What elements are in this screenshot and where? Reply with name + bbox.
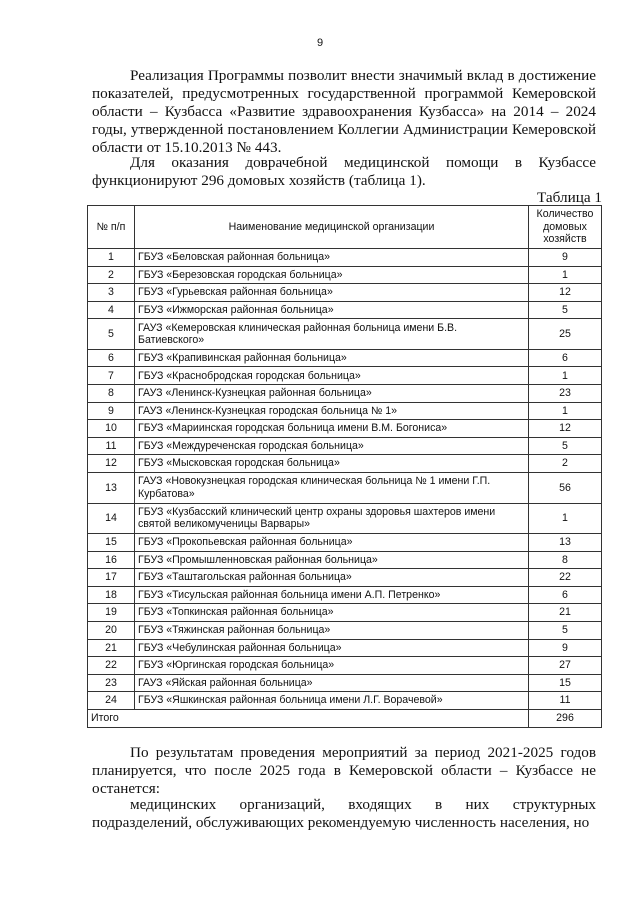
organization-name: ГБУЗ «Топкинская районная больница» — [135, 604, 529, 622]
header-organization: Наименование медицинской организации — [135, 206, 529, 249]
table-caption: Таблица 1 — [537, 189, 602, 206]
table-row — [88, 586, 602, 604]
row-number: 24 — [88, 692, 135, 710]
header-number: № п/п — [88, 206, 135, 249]
table-row — [88, 402, 602, 420]
organization-name: ГБУЗ «Кузбасский клинический центр охраны здоровья шахтеров имени святой великомученицы Варвары» — [135, 503, 529, 534]
household-count: 5 — [529, 301, 602, 319]
table-row — [88, 604, 602, 622]
row-number: 8 — [88, 385, 135, 403]
households-table — [87, 205, 602, 728]
organization-name: ГБУЗ «Тяжинская районная больница» — [135, 622, 529, 640]
table-row — [88, 674, 602, 692]
organization-name: ГАУЗ «Яйская районная больница» — [135, 674, 529, 692]
table-row — [88, 249, 602, 267]
table-row — [88, 569, 602, 587]
table-row — [88, 473, 602, 504]
table-row — [88, 622, 602, 640]
table-row — [88, 319, 602, 350]
table-row — [88, 639, 602, 657]
table-row — [88, 420, 602, 438]
table-row — [88, 455, 602, 473]
intro-paragraph: Реализация Программы позволит внести значимый вклад в достижение показателей, предусмотренных государственной программой Кемеровской области – Кузбасса «Развитие здравоохранения Кузбасса» на 2014 – 2024 годы, утвержденной постановлением Коллегии Администрации Кемеровской области от 15.10.2013 № 443. — [92, 67, 596, 156]
page-number: 9 — [316, 37, 324, 49]
organization-name: ГБУЗ «Юргинская городская больница» — [135, 657, 529, 675]
household-count: 9 — [529, 249, 602, 267]
household-count: 25 — [529, 319, 602, 350]
household-count: 11 — [529, 692, 602, 710]
household-count: 15 — [529, 674, 602, 692]
organization-name: ГБУЗ «Краснобродская городская больница» — [135, 367, 529, 385]
organization-name: ГБУЗ «Ижморская районная больница» — [135, 301, 529, 319]
table-row — [88, 266, 602, 284]
row-number: 10 — [88, 420, 135, 438]
organization-name: ГБУЗ «Междуреченская городская больница» — [135, 437, 529, 455]
organization-name: ГАУЗ «Новокузнецкая городская клиническая больница № 1 имени Г.П. Курбатова» — [135, 473, 529, 504]
row-number: 12 — [88, 455, 135, 473]
row-number: 16 — [88, 551, 135, 569]
header-count: Количество домовых хозяйств — [529, 206, 602, 249]
organization-name: ГБУЗ «Яшкинская районная больница имени Л.Г. Ворачевой» — [135, 692, 529, 710]
table-row — [88, 692, 602, 710]
organization-name: ГБУЗ «Чебулинская районная больница» — [135, 639, 529, 657]
table-total-row — [88, 709, 602, 727]
household-count: 1 — [529, 402, 602, 420]
table-row — [88, 657, 602, 675]
row-number: 23 — [88, 674, 135, 692]
table-row — [88, 503, 602, 534]
household-count: 56 — [529, 473, 602, 504]
organization-name: ГБУЗ «Гурьевская районная больница» — [135, 284, 529, 302]
table-header-row — [88, 206, 602, 249]
household-count: 1 — [529, 503, 602, 534]
row-number: 11 — [88, 437, 135, 455]
organizations-paragraph: медицинских организаций, входящих в них структурных подразделений, обслуживающих рекомендуемую численность населения, но — [92, 796, 596, 831]
organization-name: ГАУЗ «Ленинск-Кузнецкая городская больница № 1» — [135, 402, 529, 420]
organization-name: ГБУЗ «Крапивинская районная больница» — [135, 349, 529, 367]
organization-name: ГБУЗ «Мысковская городская больница» — [135, 455, 529, 473]
row-number: 4 — [88, 301, 135, 319]
row-number: 19 — [88, 604, 135, 622]
organization-name: ГБУЗ «Березовская городская больница» — [135, 266, 529, 284]
households-paragraph: Для оказания доврачебной медицинской помощи в Кузбассе функционируют 296 домовых хозяйств (таблица 1). — [92, 154, 596, 189]
organization-name: ГАУЗ «Ленинск-Кузнецкая районная больница» — [135, 385, 529, 403]
organization-name: ГБУЗ «Мариинская городская больница имени В.М. Богониса» — [135, 420, 529, 438]
table-row — [88, 551, 602, 569]
row-number: 7 — [88, 367, 135, 385]
household-count: 2 — [529, 455, 602, 473]
household-count: 5 — [529, 622, 602, 640]
household-count: 21 — [529, 604, 602, 622]
results-paragraph: По результатам проведения мероприятий за период 2021-2025 годов планируется, что после 2025 года в Кемеровской области – Кузбассе не останется: — [92, 744, 596, 797]
table-row — [88, 385, 602, 403]
table-row — [88, 367, 602, 385]
household-count: 22 — [529, 569, 602, 587]
household-count: 1 — [529, 266, 602, 284]
household-count: 6 — [529, 349, 602, 367]
table-row — [88, 534, 602, 552]
household-count: 9 — [529, 639, 602, 657]
household-count: 6 — [529, 586, 602, 604]
organization-name: ГБУЗ «Беловская районная больница» — [135, 249, 529, 267]
row-number: 3 — [88, 284, 135, 302]
household-count: 23 — [529, 385, 602, 403]
row-number: 9 — [88, 402, 135, 420]
row-number: 6 — [88, 349, 135, 367]
total-value: 296 — [529, 709, 602, 727]
organization-name: ГБУЗ «Прокопьевская районная больница» — [135, 534, 529, 552]
organization-name: ГБУЗ «Таштагольская районная больница» — [135, 569, 529, 587]
row-number: 21 — [88, 639, 135, 657]
row-number: 20 — [88, 622, 135, 640]
row-number: 22 — [88, 657, 135, 675]
organization-name: ГАУЗ «Кемеровская клиническая районная больница имени Б.В. Батиевского» — [135, 319, 529, 350]
row-number: 14 — [88, 503, 135, 534]
household-count: 8 — [529, 551, 602, 569]
table-row — [88, 349, 602, 367]
organization-name: ГБУЗ «Тисульская районная больница имени А.П. Петренко» — [135, 586, 529, 604]
household-count: 27 — [529, 657, 602, 675]
row-number: 1 — [88, 249, 135, 267]
row-number: 17 — [88, 569, 135, 587]
row-number: 15 — [88, 534, 135, 552]
row-number: 2 — [88, 266, 135, 284]
table-row — [88, 301, 602, 319]
household-count: 5 — [529, 437, 602, 455]
total-label: Итого — [88, 709, 529, 727]
household-count: 13 — [529, 534, 602, 552]
table-row — [88, 437, 602, 455]
row-number: 18 — [88, 586, 135, 604]
organization-name: ГБУЗ «Промышленновская районная больница» — [135, 551, 529, 569]
household-count: 1 — [529, 367, 602, 385]
row-number: 13 — [88, 473, 135, 504]
household-count: 12 — [529, 420, 602, 438]
table-row — [88, 284, 602, 302]
row-number: 5 — [88, 319, 135, 350]
household-count: 12 — [529, 284, 602, 302]
